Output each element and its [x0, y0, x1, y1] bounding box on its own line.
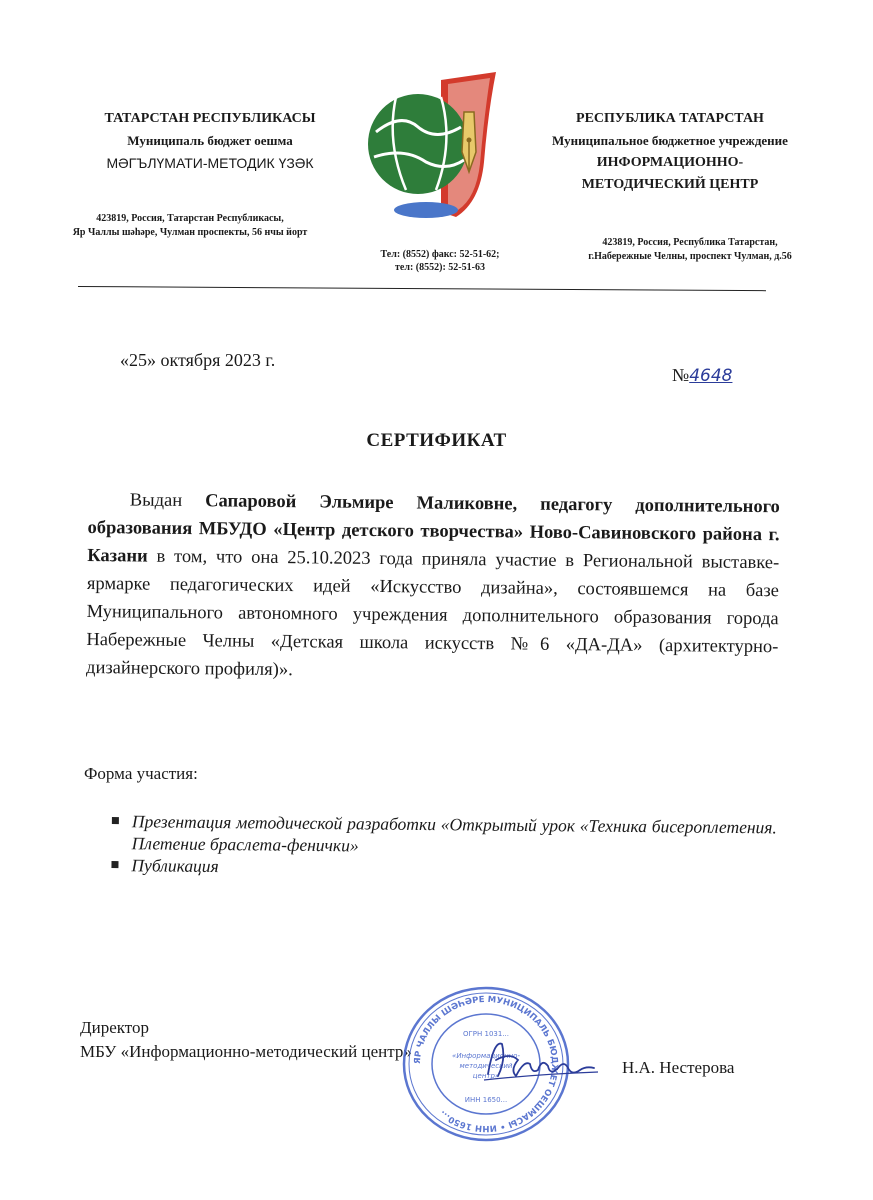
header-left-address1: 423819, Россия, Татарстан Республикасы,: [96, 213, 284, 224]
organization-name: МБУ «Информационно-методический центр»: [80, 1042, 412, 1061]
phone-fax: Тел: (8552) факс: 52-51-62;: [380, 249, 500, 260]
header-left-line3: МӘГЪЛҮМАТИ-МЕТОДИК ҮЗӘК: [106, 155, 314, 171]
signature: [480, 1030, 600, 1090]
body-rest: в том, что она 25.10.2023 года приняла участие в Региональной выставке-ярмарке педагогических идей «Искусство дизайна», состоявшемся на базе Муниципального автономного учреждения дополнительного образования города Набережные Челны «Детская школа искусств №6 «ДА-ДА» (архитектурно-дизайнерского профиля)».: [85, 546, 780, 681]
header-right-line2: Муниципальное бюджетное учреждение: [552, 133, 788, 148]
header-right-line4: МЕТОДИЧЕСКИЙ ЦЕНТР: [581, 177, 759, 192]
number-prefix: №: [672, 365, 690, 385]
header-right: [520, 108, 820, 196]
document-date: «25» октября 2023 г.: [120, 350, 276, 370]
participation-form-2: Публикация: [131, 855, 219, 877]
recipient-name: Сапаровой Эльмире Маликовне, педагогу дополнительного образования МБУДО «Центр детского творчества» Ново-Савиновского района г. Казани: [87, 491, 780, 567]
header-left-address: [40, 212, 340, 240]
organization-logo: [356, 72, 506, 222]
header-left-line2: Муниципаль бюджет оешма: [127, 133, 293, 148]
participation-form-label: Форма участия:: [84, 764, 198, 783]
header-right-line3: ИНФОРМАЦИОННО-: [596, 155, 744, 170]
header-right-line1: РЕСПУБЛИКА ТАТАРСТАН: [576, 111, 764, 126]
header-right-address1: 423819, Россия, Республика Татарстан,: [602, 237, 778, 248]
svg-text:«Информационно-: «Информационно-: [452, 1052, 520, 1060]
bullet-icon: [112, 817, 119, 824]
document-number: [672, 365, 732, 386]
number-handwritten: 4648: [689, 366, 733, 386]
header-left-address2: Яр Чаллы шәһәре, Чулман проспекты, 56 нчы йорт: [72, 227, 308, 238]
header-right-address2: г.Набережные Челны, проспект Чулман, д.56: [588, 251, 792, 262]
svg-text:центр»: центр»: [472, 1072, 500, 1080]
participation-forms-list: [111, 810, 777, 882]
stamp-ring-text: ЯР ЧАЛЛЫ ШӘҺӘРЕ МУНИЦИПАЛЬ БЮДЖЕТ ОЕШМАСЫ • ИНН 1650...: [412, 994, 560, 1134]
phone: тел: (8552): 52-51-63: [395, 262, 485, 273]
header-right-address: [540, 236, 840, 264]
contact-phones: [355, 248, 525, 274]
director-title: Директор: [80, 1018, 149, 1037]
list-item: [112, 810, 777, 860]
svg-text:методический: методический: [459, 1062, 513, 1070]
header-left-line1: ТАТАРСТАН РЕСПУБЛИКАСЫ: [104, 111, 316, 126]
body-intro: Выдан: [129, 490, 206, 512]
svg-text:ИНН 1650...: ИНН 1650...: [464, 1096, 508, 1104]
header-divider: [78, 286, 766, 291]
bullet-icon: [111, 861, 118, 868]
certificate-body: [86, 486, 780, 689]
document-title: СЕРТИФИКАТ: [366, 430, 507, 451]
header-left: [60, 108, 360, 174]
svg-text:ОГРН 1031...: ОГРН 1031...: [463, 1030, 509, 1038]
signer-name: Н.А. Нестерова: [622, 1058, 735, 1077]
participation-form-1: Презентация методической разработки «Открытый урок «Техника бисероплетения. Плетение браслета-фенички»: [131, 811, 777, 856]
